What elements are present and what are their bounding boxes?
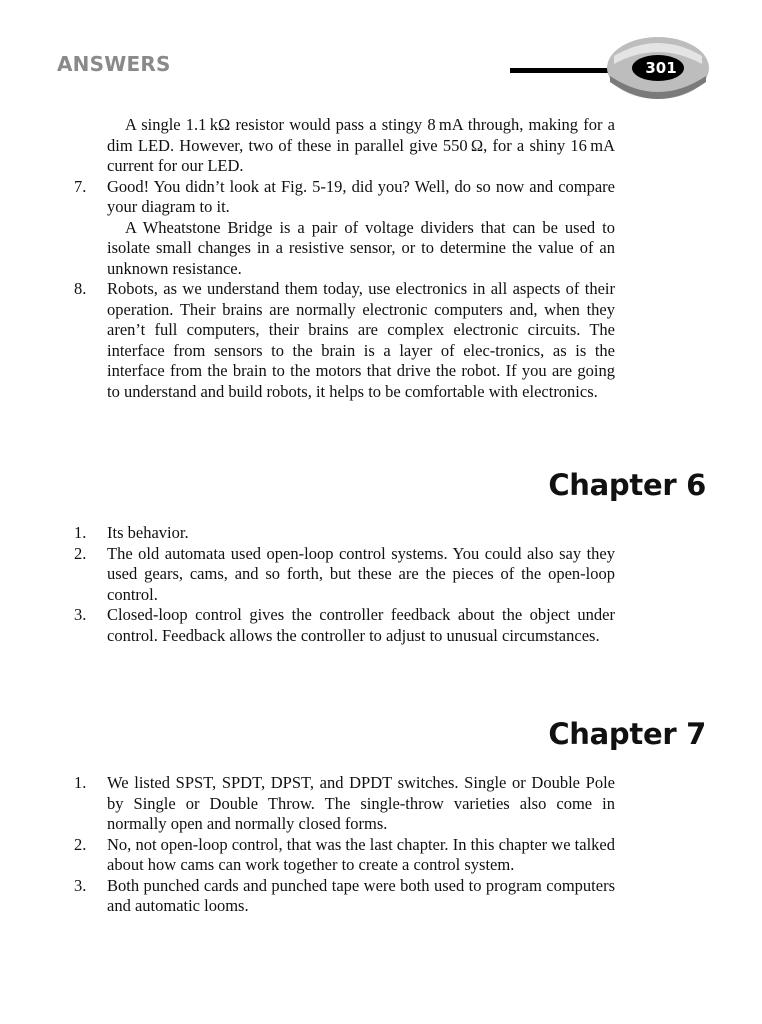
list-item bbox=[57, 876, 615, 917]
chapter-heading: Chapter 6 bbox=[548, 468, 706, 502]
item-number: 8. bbox=[74, 279, 87, 298]
item-text: We listed SPST, SPDT, DPST, and DPDT switches. Single or Double Pole by Single or Double Throw. The single-throw varieties also come in normally open and normally closed forms. bbox=[107, 773, 615, 833]
item-number: 3. bbox=[74, 605, 87, 624]
item-text: Good! You didn’t look at Fig. 5-19, did you? Well, do so now and compare your diagram to it. bbox=[107, 176, 615, 216]
item-text: Both punched cards and punched tape were both used to program computers and automatic looms. bbox=[107, 875, 615, 915]
answers-continued bbox=[57, 115, 615, 402]
list-item bbox=[57, 605, 615, 646]
list-item bbox=[57, 773, 615, 835]
chapter-7-answers bbox=[57, 773, 615, 917]
item-number: 1. bbox=[74, 523, 87, 542]
item-text: A Wheatstone Bridge is a pair of voltage dividers that can be used to isolate small changes in a resistive sensor, or to determine the value of an unknown resistance. bbox=[107, 217, 615, 278]
item-text: Its behavior. bbox=[107, 523, 189, 542]
list-item bbox=[57, 523, 615, 544]
paragraph: A single 1.1 kΩ resistor would pass a stingy 8 mA through, making for a dim LED. However, two of these in parallel give 550 Ω, for a shiny 16 mA current for our LED. bbox=[107, 115, 615, 175]
item-number: 3. bbox=[74, 875, 87, 895]
list-item bbox=[57, 177, 615, 280]
list-item bbox=[57, 544, 615, 606]
item-text: Robots, as we understand them today, use electronics in all aspects of their operation. Their brains are normally electronic computers and, when they aren’t full computers, their brains are complex electronic circuits. The interface from sensors to the brain is a layer of elec-tronics, as is the interface from the brain to the motors that drive the robot. If you are going to understand and build robots, it helps to be comfortable with electronics. bbox=[107, 279, 615, 401]
list-item bbox=[57, 835, 615, 876]
item-text: Closed-loop control gives the controller feedback about the object under control. Feedback allows the controller to adjust to unusual circumstances. bbox=[107, 605, 615, 645]
chapter-6-answers bbox=[57, 523, 615, 646]
item-number: 1. bbox=[74, 773, 87, 792]
item-number: 2. bbox=[74, 543, 87, 563]
chapter-heading: Chapter 7 bbox=[548, 717, 706, 751]
item-number: 2. bbox=[74, 834, 87, 854]
item-text: No, not open-loop control, that was the last chapter. In this chapter we talked about how cams can work together to create a control system. bbox=[107, 834, 615, 874]
page-number: 301 bbox=[645, 59, 677, 77]
running-head: ANSWERS bbox=[57, 52, 171, 76]
item-number: 7. bbox=[74, 176, 87, 196]
list-item bbox=[57, 279, 615, 402]
item-text: The old automata used open-loop control systems. You could also say they used gears, cams, and so forth, but these are the pieces of the open-loop control. bbox=[107, 543, 615, 604]
